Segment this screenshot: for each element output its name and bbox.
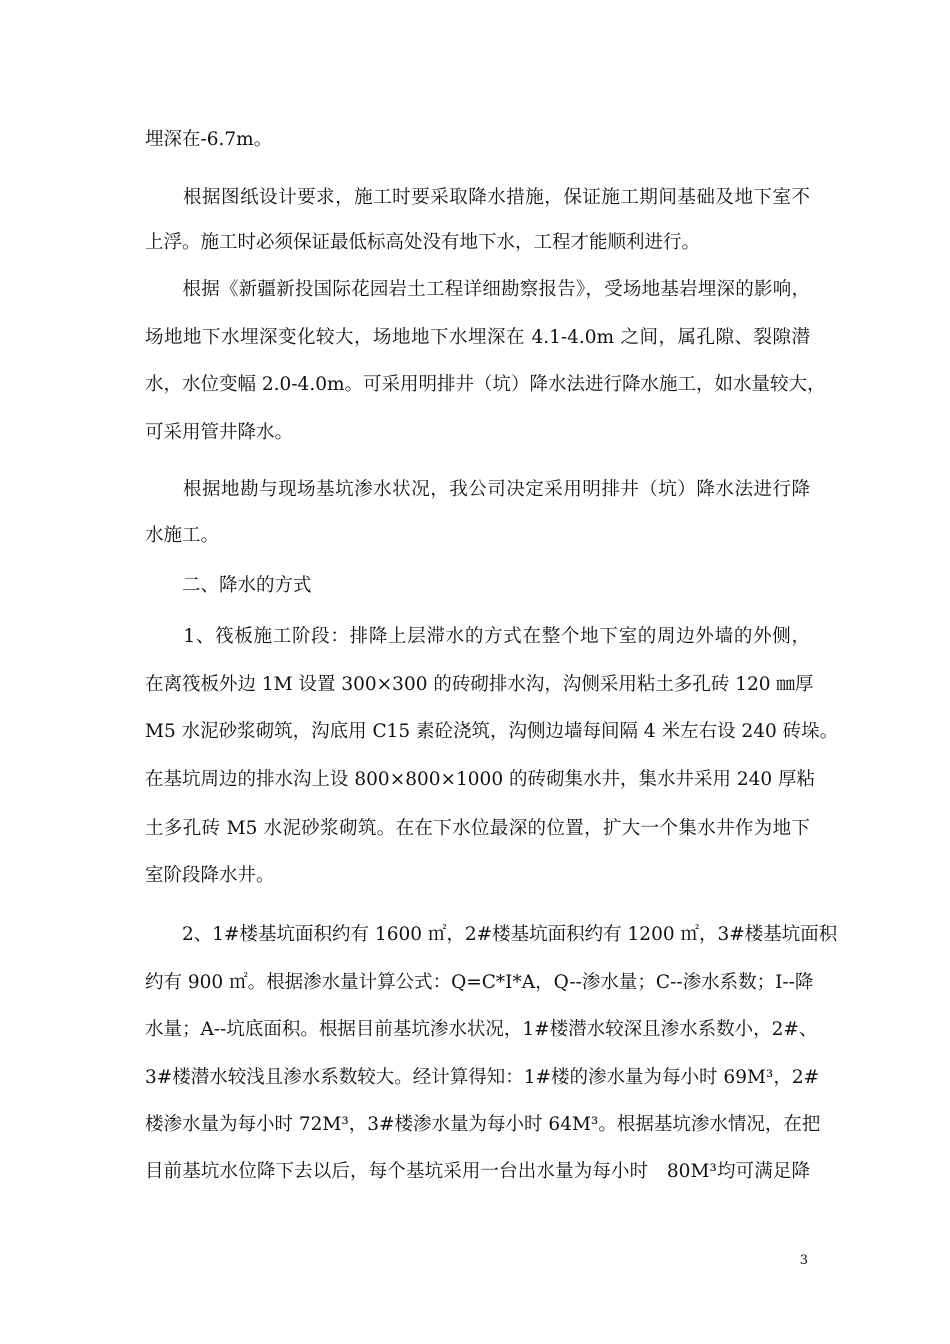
text-line-22: 目前基坑水位降下去以后，每个基坑采用一台出水量为每小时 80M³均可满足降 (145, 1161, 810, 1182)
text-line-8: 根据地勘与现场基坑渗水状况，我公司决定采用明排井（坑）降水法进行降 (145, 479, 810, 500)
text-line-1: 埋深在-6.7m。 (145, 129, 273, 150)
text-line-7: 可采用管井降水。 (145, 422, 294, 443)
text-line-20: 3#楼潜水较浅且渗水系数较大。经计算得知：1#楼的渗水量为每小时 69M³，2# (145, 1067, 820, 1088)
text-line-16: 室阶段降水井。 (145, 865, 275, 886)
section-heading: 二、降水的方式 (145, 575, 312, 596)
text-line-13: M5 水泥砂浆砌筑，沟底用 C15 素砼浇筑，沟侧边墙每间隔 4 米左右设 240 砖垛。 (145, 721, 839, 742)
text-line-17: 2、1#楼基坑面积约有 1600 ㎡，2#楼基坑面积约有 1200 ㎡，3#楼基坑面积 (145, 924, 838, 945)
text-line-11: 1、筏板施工阶段：排降上层滞水的方式在整个地下室的周边外墙的外侧， (145, 626, 810, 647)
text-line-3: 上浮。施工时必须保证最低标高处没有地下水，工程才能顺利进行。 (145, 232, 701, 253)
text-line-19: 水量；A--坑底面积。根据目前基坑渗水状况，1#楼潜水较深且渗水系数小，2#、 (145, 1019, 818, 1040)
text-line-9: 水施工。 (145, 525, 220, 546)
text-line-12: 在离筏板外边 1M 设置 300×300 的砖砌排水沟，沟侧采用粘土多孔砖 120 ㎜厚 (145, 674, 814, 695)
text-line-5: 场地地下水埋深变化较大，场地地下水埋深在 4.1-4.0m 之间，属孔隙、裂隙潜 (145, 327, 810, 348)
text-line-14: 在基坑周边的排水沟上设 800×800×1000 的砖砌集水井，集水井采用 240 厚粘 (145, 769, 816, 790)
text-line-6: 水，水位变幅 2.0-4.0m。可采用明排井（坑）降水法进行降水施工，如水量较大， (145, 374, 826, 395)
text-line-15: 土多孔砖 M5 水泥砂浆砌筑。在在下水位最深的位置，扩大一个集水井作为地下 (145, 818, 810, 839)
text-line-18: 约有 900 ㎡。根据渗水量计算公式：Q=C*I*A，Q--渗水量；C--渗水系数；I--降 (145, 972, 814, 993)
text-line-4: 根据《新疆新投国际花园岩土工程详细勘察报告》，受场地基岩埋深的影响， (145, 279, 810, 300)
text-line-2: 根据图纸设计要求，施工时要采取降水措施，保证施工期间基础及地下室不 (145, 187, 810, 208)
page-number: 3 (799, 1253, 808, 1268)
text-line-21: 楼渗水量为每小时 72M³，3#楼渗水量为每小时 64M³。根据基坑渗水情况，在把 (145, 1114, 821, 1135)
